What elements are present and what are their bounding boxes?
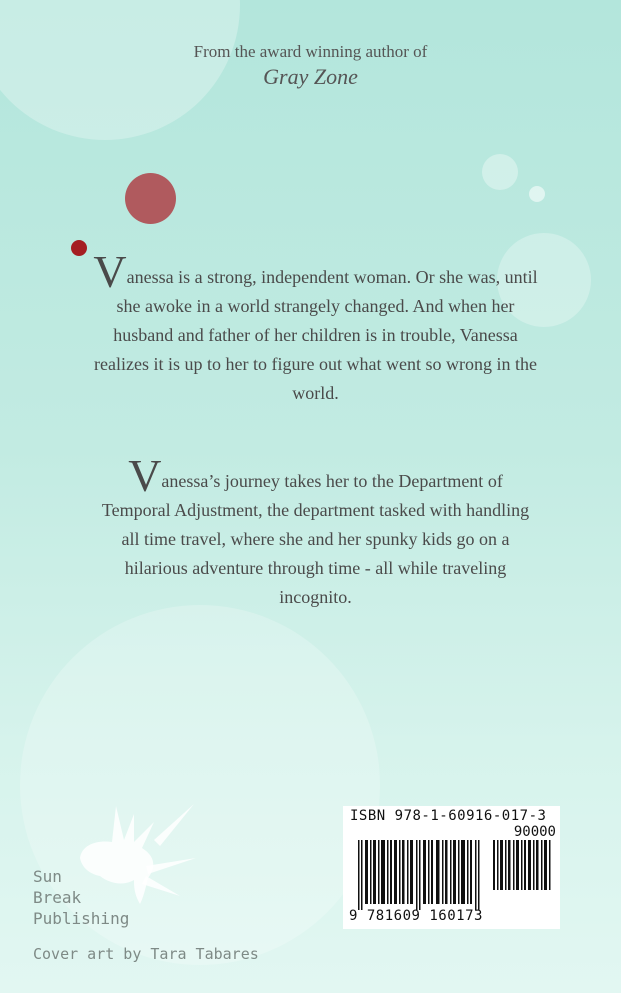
paragraph-text: anessa’s journey takes her to the Department of Temporal Adjustment, the department tasked with handling all time travel, where she and her spunky kids go on a hilarious adventure through time - all while traveling incognito. [101,471,530,607]
decorative-red-dot [125,173,176,224]
blurb-paragraph [92,450,539,612]
background-bubble [482,154,518,190]
cover-art-credit: Cover art by Tara Tabares [33,945,259,963]
isbn-barcode [343,806,560,929]
drop-cap: V [128,450,162,501]
publisher-line: Sun [33,867,62,886]
previous-book-title: Gray Zone [263,64,358,89]
author-tagline: From the award winning author of [193,42,428,61]
drop-cap: V [93,246,127,297]
publisher-line: Publishing [33,909,130,928]
background-bubble [529,186,545,202]
barcode-bars-icon [352,840,488,910]
decorative-red-dot [71,240,87,256]
price-addon-bars-icon [493,840,553,890]
isbn-text: ISBN 978-1-60916-017-3 [350,808,547,824]
publisher-line: Break [33,888,82,907]
paragraph-text: anessa is a strong, independent woman. Or she was, until she awoke in a world strangely changed. And when her husband and father of her children is in trouble, Vanessa realizes it is up to her to figure out what went so wrong in the world. [94,267,538,403]
ean-digits: 9 781609 160173 [349,908,483,924]
price-code-text: 90000 [513,824,556,840]
blurb-paragraph [92,246,539,408]
publisher-name [33,866,129,929]
